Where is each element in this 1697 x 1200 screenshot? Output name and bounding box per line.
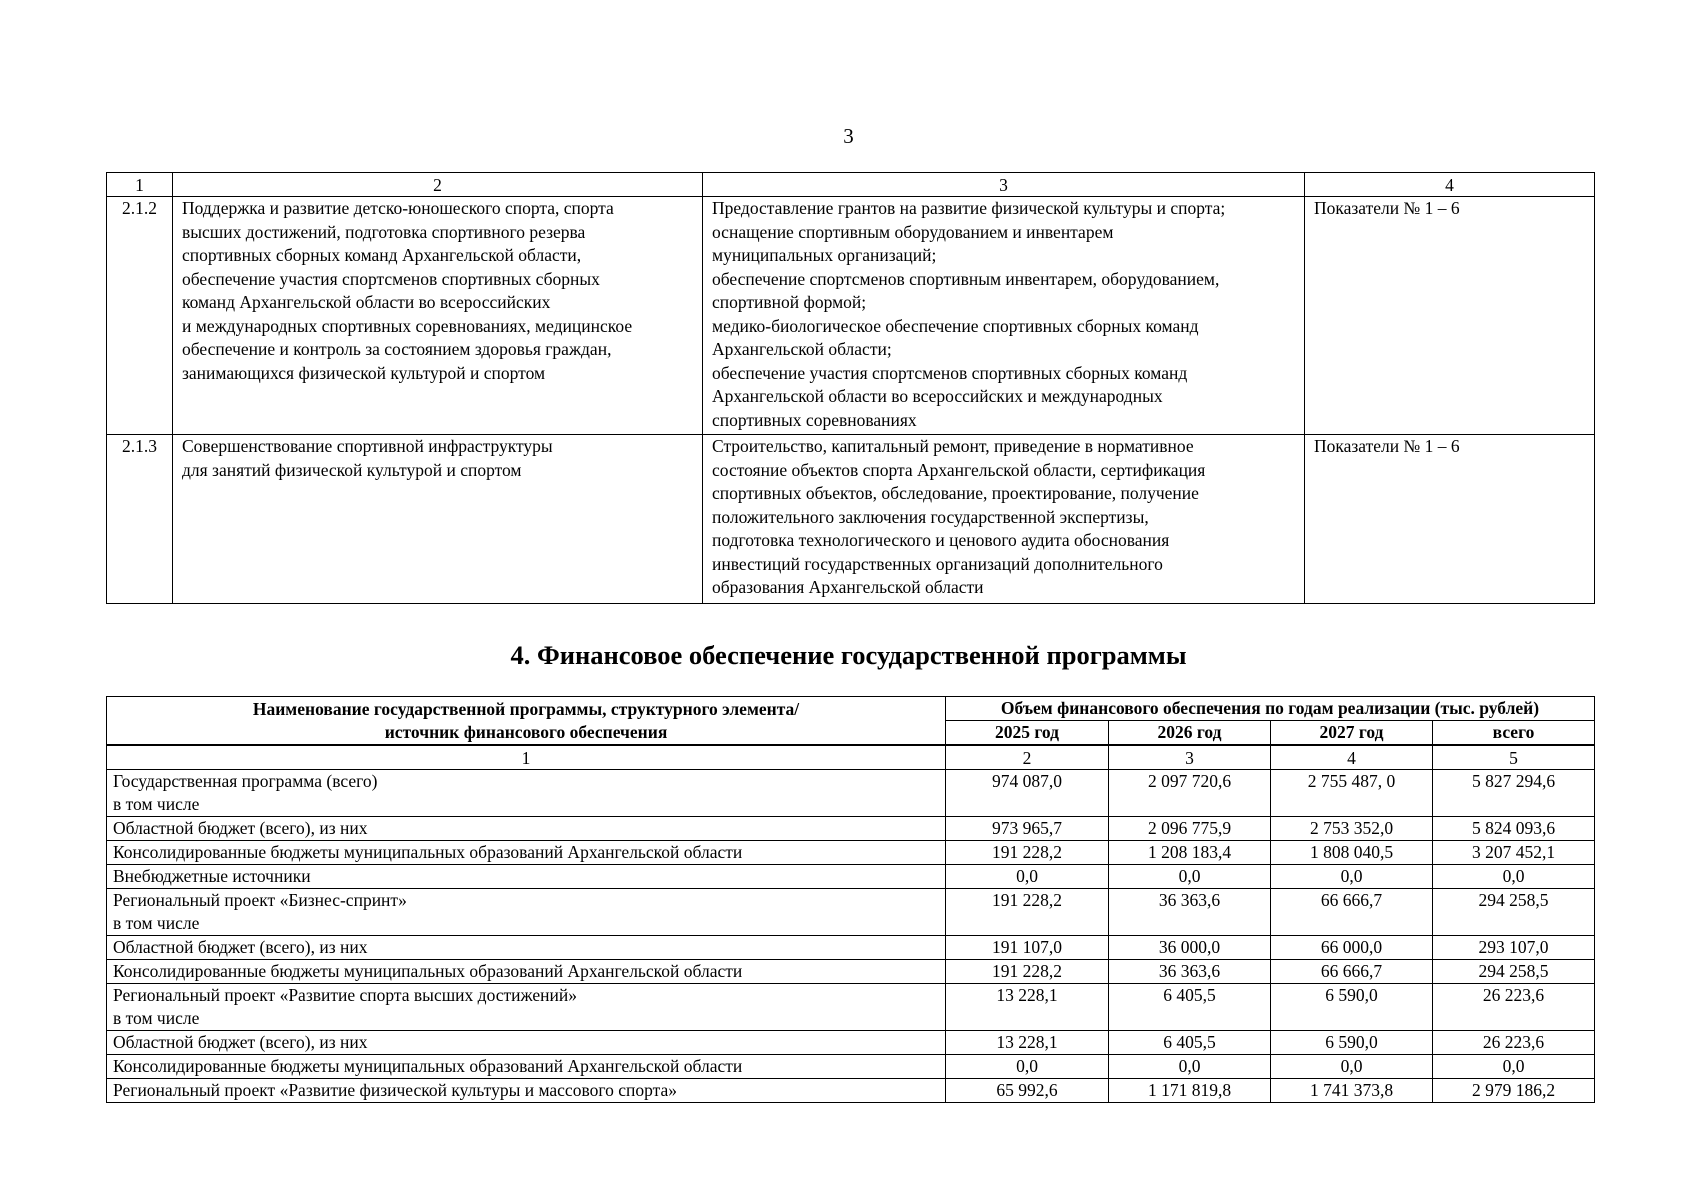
year-value-cell: 1 208 183,4: [1109, 841, 1271, 865]
text-line: обеспечение участия спортсменов спортивных сборных: [182, 268, 600, 289]
row-number: 2.1.3: [107, 435, 173, 604]
text-line: подготовка технологического и ценового аудита обоснования: [712, 530, 1170, 550]
year-value-cell: 2 753 352,0: [1271, 817, 1433, 841]
financing-table: [106, 696, 1595, 1103]
total-value-cell: 5 824 093,6: [1433, 817, 1595, 841]
column-number: 3: [1109, 745, 1271, 770]
name-column-header: [107, 697, 946, 746]
section-title: 4. Финансовое обеспечение государственной программы: [510, 640, 1187, 670]
source-name: Консолидированные бюджеты муниципальных образований Архангельской области: [113, 1056, 743, 1076]
table-header-row: [107, 173, 1595, 197]
year-value-cell: 1 171 819,8: [1109, 1079, 1271, 1103]
table-row: [107, 197, 1595, 435]
text-line: состояние объектов спорта Архангельской области, сертификация: [712, 459, 1206, 480]
total-header: всего: [1433, 721, 1595, 746]
year-value-cell: 13 228,1: [946, 984, 1109, 1031]
column-number: 4: [1305, 173, 1595, 197]
text-line: Поддержка и развитие детско-юношеского спорта, спорта: [182, 198, 614, 218]
year-value-cell: 36 363,6: [1109, 889, 1271, 936]
year-value-cell: 0,0: [1109, 865, 1271, 889]
indicators-cell: Показатели № 1 – 6: [1305, 435, 1595, 604]
column-number: 1: [107, 745, 946, 770]
table-row: [107, 770, 1595, 817]
year-value-cell: 1 808 040,5: [1271, 841, 1433, 865]
total-value-cell: 294 258,5: [1433, 960, 1595, 984]
year-value-cell: 6 405,5: [1109, 1031, 1271, 1055]
year-value-cell: 974 087,0: [946, 770, 1109, 817]
source-name-cell: [107, 865, 946, 889]
total-value-cell: 3 207 452,1: [1433, 841, 1595, 865]
text-line: спортивных сборных команд Архангельской области,: [182, 245, 582, 265]
source-name-cell: [107, 936, 946, 960]
table-row: [107, 817, 1595, 841]
year-value-cell: 2 755 487, 0: [1271, 770, 1433, 817]
source-name-cell: [107, 1031, 946, 1055]
source-name-cell: [107, 960, 946, 984]
source-name: Региональный проект «Бизнес-спринт»: [113, 890, 407, 910]
total-value-cell: 294 258,5: [1433, 889, 1595, 936]
text-line: положительного заключения государственной экспертизы,: [712, 506, 1149, 527]
year-value-cell: 6 590,0: [1271, 984, 1433, 1031]
total-value-cell: 293 107,0: [1433, 936, 1595, 960]
source-name: Консолидированные бюджеты муниципальных образований Архангельской области: [113, 842, 743, 862]
text-line: и международных спортивных соревнованиях, медицинское: [182, 315, 633, 336]
text-line: медико-биологическое обеспечение спортивных сборных команд: [712, 315, 1199, 336]
year-value-cell: 6 590,0: [1271, 1031, 1433, 1055]
year-value-cell: 36 000,0: [1109, 936, 1271, 960]
table-row: [107, 1055, 1595, 1079]
total-value-cell: 2 979 186,2: [1433, 1079, 1595, 1103]
year-value-cell: 65 992,6: [946, 1079, 1109, 1103]
year-value-cell: 6 405,5: [1109, 984, 1271, 1031]
source-name-cell: [107, 1079, 946, 1103]
volume-column-header: Объем финансового обеспечения по годам реализации (тыс. рублей): [946, 697, 1595, 721]
table-row: [107, 960, 1595, 984]
source-name-cell: [107, 889, 946, 936]
column-number: 1: [107, 173, 173, 197]
text-line: Архангельской области во всероссийских и международных: [712, 386, 1163, 406]
table-row: [107, 936, 1595, 960]
year-value-cell: 66 000,0: [1271, 936, 1433, 960]
source-name: Региональный проект «Развитие физической культуры и массового спорта»: [113, 1080, 677, 1100]
header-line: Наименование государственной программы, структурного элемента/: [252, 698, 800, 719]
source-name-cell: [107, 817, 946, 841]
source-name: Внебюджетные источники: [113, 866, 311, 886]
column-number: 2: [946, 745, 1109, 770]
year-value-cell: 1 741 373,8: [1271, 1079, 1433, 1103]
year-value-cell: 191 228,2: [946, 960, 1109, 984]
total-value-cell: 26 223,6: [1433, 1031, 1595, 1055]
year-value-cell: 2 097 720,6: [1109, 770, 1271, 817]
year-header: 2027 год: [1271, 721, 1433, 746]
description-cell: [703, 197, 1305, 435]
text-line: Предоставление грантов на развитие физической культуры и спорта;: [712, 198, 1226, 218]
text-line: для занятий физической культурой и спортом: [182, 459, 522, 480]
source-name: Областной бюджет (всего), из них: [113, 937, 368, 957]
text-line: оснащение спортивным оборудованием и инвентарем: [712, 221, 1114, 242]
text-line: обеспечение участия спортсменов спортивных сборных команд: [712, 362, 1188, 383]
total-value-cell: 0,0: [1433, 1055, 1595, 1079]
total-value-cell: 0,0: [1433, 865, 1595, 889]
source-subtitle: в том числе: [113, 1008, 200, 1028]
year-header: 2025 год: [946, 721, 1109, 746]
source-name-cell: [107, 841, 946, 865]
description-cell: [703, 435, 1305, 604]
text-line: обеспечение и контроль за состоянием здоровья граждан,: [182, 339, 612, 359]
source-name-cell: [107, 1055, 946, 1079]
column-number: 3: [703, 173, 1305, 197]
source-name: Региональный проект «Развитие спорта высших достижений»: [113, 985, 578, 1005]
year-value-cell: 191 228,2: [946, 841, 1109, 865]
year-value-cell: 973 965,7: [946, 817, 1109, 841]
text-line: высших достижений, подготовка спортивного резерва: [182, 221, 586, 242]
year-value-cell: 2 096 775,9: [1109, 817, 1271, 841]
year-value-cell: 191 107,0: [946, 936, 1109, 960]
table-row: [107, 1031, 1595, 1055]
table-row: [107, 841, 1595, 865]
year-value-cell: 0,0: [1109, 1055, 1271, 1079]
column-number: 4: [1271, 745, 1433, 770]
table-row: [107, 984, 1595, 1031]
task-cell: [173, 197, 703, 435]
indicators-cell: Показатели № 1 – 6: [1305, 197, 1595, 435]
year-value-cell: 66 666,7: [1271, 960, 1433, 984]
table-header-row: [107, 697, 1595, 721]
column-number: 5: [1433, 745, 1595, 770]
source-name-cell: [107, 984, 946, 1031]
table-row: [107, 865, 1595, 889]
text-line: обеспечение спортсменов спортивным инвентарем, оборудованием,: [712, 268, 1220, 289]
header-line: источник финансового обеспечения: [384, 721, 668, 742]
table-row: [107, 435, 1595, 604]
total-value-cell: 5 827 294,6: [1433, 770, 1595, 817]
source-name: Государственная программа (всего): [113, 771, 378, 791]
year-value-cell: 36 363,6: [1109, 960, 1271, 984]
text-line: образования Архангельской области: [712, 577, 984, 597]
year-value-cell: 191 228,2: [946, 889, 1109, 936]
year-value-cell: 66 666,7: [1271, 889, 1433, 936]
financing-table-body: [107, 770, 1595, 1103]
year-value-cell: 0,0: [946, 1055, 1109, 1079]
total-value-cell: 26 223,6: [1433, 984, 1595, 1031]
year-value-cell: 13 228,1: [946, 1031, 1109, 1055]
year-value-cell: 0,0: [946, 865, 1109, 889]
year-value-cell: 0,0: [1271, 1055, 1433, 1079]
text-line: занимающихся физической культурой и спортом: [182, 362, 546, 383]
text-line: Совершенствование спортивной инфраструктуры: [182, 436, 553, 456]
source-name-cell: [107, 770, 946, 817]
text-line: спортивной формой;: [712, 292, 867, 312]
text-line: Строительство, капитальный ремонт, приведение в нормативное: [712, 436, 1194, 456]
column-number: 2: [173, 173, 703, 197]
source-name: Областной бюджет (всего), из них: [113, 818, 368, 838]
text-line: спортивных соревнованиях: [712, 409, 917, 430]
source-name: Областной бюджет (всего), из них: [113, 1032, 368, 1052]
text-line: команд Архангельской области во всероссийских: [182, 292, 551, 312]
text-line: Архангельской области;: [712, 339, 892, 359]
row-number: 2.1.2: [107, 197, 173, 435]
text-line: муниципальных организаций;: [712, 245, 937, 265]
source-subtitle: в том числе: [113, 913, 200, 933]
source-name: Консолидированные бюджеты муниципальных образований Архангельской области: [113, 961, 743, 981]
activities-table: [106, 172, 1595, 604]
source-subtitle: в том числе: [113, 794, 200, 814]
table-row: [107, 1079, 1595, 1103]
year-header: 2026 год: [1109, 721, 1271, 746]
column-numbers-row: [107, 745, 1595, 770]
page-number: 3: [843, 124, 854, 148]
year-value-cell: 0,0: [1271, 865, 1433, 889]
table-row: [107, 889, 1595, 936]
text-line: спортивных объектов, обследование, проектирование, получение: [712, 483, 1199, 503]
task-cell: [173, 435, 703, 604]
text-line: инвестиций государственных организаций дополнительного: [712, 553, 1163, 574]
